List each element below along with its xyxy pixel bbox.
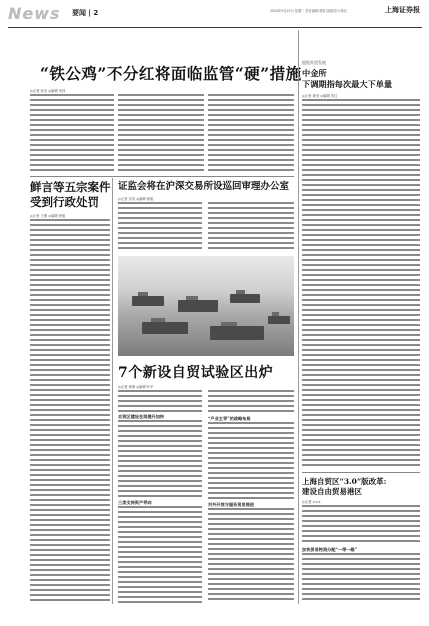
fraud-body (30, 219, 110, 603)
fraud-headline-line-2: 受到行政处罚 (30, 195, 99, 209)
sidebar-byline: ◎记者 黄莹 ◎编辑 朱红 (302, 94, 338, 98)
ftz-column-2b (208, 422, 294, 500)
ftz-column-2c (208, 508, 294, 603)
sidebar2-body-2 (302, 553, 420, 603)
lead-byline: ◎记者 孙忠 ◎编辑 朱林 (30, 89, 66, 93)
csrc-column-1 (118, 202, 202, 250)
masthead-rule (8, 27, 422, 28)
csrc-byline: ◎记者 吴英 ◎编辑 徐旭 (118, 197, 154, 201)
ftz-subhead-4: 对外开放与服务贸易推进 (208, 502, 255, 507)
lead-column-2 (118, 94, 204, 172)
sidebar2-headline-line-1: 上海自贸区“3.0”版改革: (302, 477, 387, 486)
sidebar-rule (302, 472, 420, 473)
ftz-headline: 7个新设自贸试验区出炉 (118, 365, 274, 381)
sidebar2-subhead: 加快贸易物流分配“一带一路” (302, 547, 358, 552)
sidebar2-body-1 (302, 505, 420, 545)
sidebar-headline-line-2: 下调期指每次最大下单量 (302, 79, 393, 89)
ftz-byline: ◎记者 黄海 ◎编辑 叶华 (118, 385, 154, 389)
ftz-column-2a (208, 390, 294, 414)
sidebar-body (302, 99, 420, 469)
column-divider (112, 178, 113, 604)
issue-info: 2020年9月22日 星期二 责任编辑:胡锐 版面设计:杨宏 (270, 9, 347, 13)
sidebar-divider (298, 30, 299, 604)
ftz-column-1b (118, 506, 202, 603)
csrc-column-2 (208, 202, 294, 250)
divider (30, 176, 294, 177)
csrc-headline: 证监会将在沪深交易所设巡回审理办公室 (118, 181, 290, 192)
sidebar-headline-line-1: 中金所 (302, 68, 327, 78)
ftz-column-1a (118, 420, 202, 498)
ftz-subhead-2: 三类支持资产导向 (118, 500, 152, 505)
lead-column-1 (30, 94, 114, 172)
masthead-logo: News (8, 4, 61, 23)
section-label: 要闻 | 2 (72, 9, 99, 17)
ftz-subhead-3: “产业主导”的战略布局 (208, 416, 251, 421)
sidebar2-byline: ◎记者 ××× (302, 500, 321, 504)
fraud-headline-line-1: 鲜言等五宗案件 (30, 180, 111, 194)
newspaper-brand: 上海证券报 (385, 5, 420, 14)
lead-headline: “铁公鸡”不分红将面临监管“硬”措施 (40, 64, 302, 83)
lead-column-3 (208, 94, 294, 172)
ftz-intro (118, 390, 202, 412)
fraud-byline: ◎记者 王墨 ◎编辑 徐旭 (30, 214, 66, 218)
port-photo (118, 256, 294, 356)
sidebar-kicker: 提振外贸发展 (302, 60, 326, 65)
sidebar2-headline-line-2: 建设自由贸易港区 (302, 487, 362, 496)
ftz-subhead-1: 自贸区建设在再提升加快 (118, 414, 165, 419)
